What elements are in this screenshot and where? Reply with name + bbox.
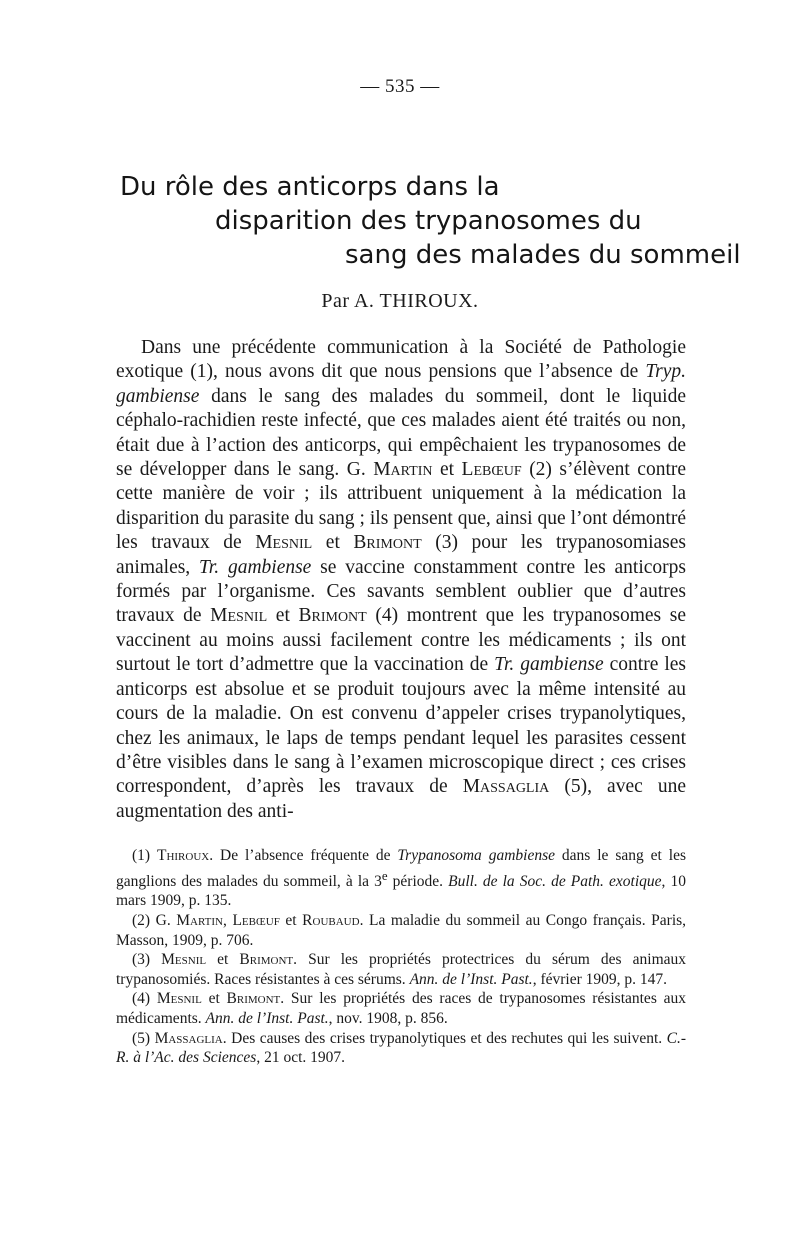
journal-name: Ann. de l’Inst. Past. xyxy=(409,970,533,988)
author-name: G. Martin xyxy=(155,911,224,929)
text-run: , nov. 1908, p. 856. xyxy=(328,1009,448,1027)
text-run: période. xyxy=(387,872,449,890)
footnote-marker: (1) xyxy=(132,847,157,864)
author-name: Martin xyxy=(373,459,433,481)
footnote-5 xyxy=(116,1029,686,1068)
page-number: — 535 — xyxy=(360,76,440,97)
text-run: . Sur les propriétés des races de trypanosomes résistantes aux médicaments. xyxy=(116,990,686,1027)
text-run: et xyxy=(279,911,303,929)
author-name: Lebœuf xyxy=(232,911,280,929)
author-name: Massaglia xyxy=(462,776,550,798)
footnote-marker: (5) xyxy=(132,1029,155,1047)
author-name: Lebœuf xyxy=(461,459,522,481)
text-run: et xyxy=(267,605,299,627)
body-paragraph xyxy=(116,336,686,824)
species-name: Trypanosoma gambiense xyxy=(397,847,556,864)
text-run: et xyxy=(201,990,227,1008)
author-name: Mesnil xyxy=(156,990,202,1008)
text-run: . La maladie du sommeil au Congo français. Paris, Masson, 1909, p. 706. xyxy=(116,911,687,949)
text-run: . Des causes des crises trypanolytiques et des rechutes qui les suivent. xyxy=(222,1029,667,1047)
species-name: Tryp. gambiense xyxy=(116,361,686,407)
text-run: contre les anticorps est absolue et se produit toujours avec la même intensité au cours de la maladie. On est convenu d’appeler crises trypanolytiques, chez les animaux, le laps de temps pendant lequel les parasites cessent d’être visibles dans le sang à l’examen microscopique direct ; ces crises correspondent, d’après les travaux de xyxy=(116,654,686,798)
article-title-line-1: Du rôle des anticorps dans la xyxy=(120,172,500,202)
author-name: Brimont xyxy=(353,532,422,554)
footnote-marker: (3) xyxy=(132,951,162,969)
article-title-line-2: disparition des trypanosomes du xyxy=(215,206,642,236)
species-name: Tr. gambiense xyxy=(199,556,312,578)
footnote-4 xyxy=(116,989,686,1028)
footnote-marker: (4) xyxy=(132,990,157,1008)
text-run: , 10 mars 1909, p. 135. xyxy=(116,872,686,910)
text-run: . De l’absence fréquente de xyxy=(209,847,398,864)
text-run: , 21 oct. 1907. xyxy=(256,1049,345,1067)
species-name: Tr. gambiense xyxy=(494,654,604,676)
author-name: Roubaud xyxy=(302,911,360,929)
text-run: et xyxy=(206,951,240,969)
footnote-2 xyxy=(116,911,686,950)
text-run: , février 1909, p. 147. xyxy=(532,970,667,988)
journal-name: Ann. de l’Inst. Past. xyxy=(205,1009,329,1027)
text-run: (3) pour les trypanosomiases animales, xyxy=(116,532,686,578)
text-run: dans le sang des malades du sommeil, dont le liquide céphalo-rachidien reste infecté, que ces malades aient été traités ou non, était due à l’action des anticorps, qui empêchaient les trypanosomes de se développer dans le sang. G. xyxy=(116,385,686,481)
text-run: se vaccine constamment contre les anticorps formés par l’organisme. Ces savants semblent oublier que d’autres travaux de xyxy=(116,556,686,627)
text-run: (5), avec une augmentation des anti- xyxy=(116,776,686,822)
text-run: dans le sang et les ganglions des malades du sommeil, à la 3 xyxy=(116,847,686,890)
footnotes xyxy=(116,846,686,1068)
body-text xyxy=(116,336,686,824)
article-title-line-3: sang des malades du sommeil xyxy=(345,240,741,270)
text-run: . Sur les propriétés protectrices du sérum des animaux trypanosomiés. Races résistantes à ces sérums. xyxy=(116,951,686,988)
journal-name: C.-R. à l’Ac. des Sciences xyxy=(116,1029,687,1067)
footnote-3 xyxy=(116,950,686,989)
author-name: Mesnil xyxy=(161,951,207,969)
author-name: Massaglia xyxy=(154,1029,223,1047)
footnote-marker: (2) xyxy=(132,911,156,929)
text-run: , xyxy=(223,911,233,929)
author-name: Brimont xyxy=(239,951,294,969)
author-name: Mesnil xyxy=(210,605,268,627)
text-run: (4) montrent que les trypanosomes se vaccinent au moins aussi facilement contre les médicaments ; ils ont surtout le tort d’admettre que la vaccination de xyxy=(116,605,686,676)
text-run: et xyxy=(432,459,462,481)
author-name: Brimont xyxy=(298,605,367,627)
author-name: Brimont xyxy=(226,990,281,1008)
journal-name: Bull. de la Soc. de Path. exotique xyxy=(448,872,662,890)
text-run: (2) s’élèvent contre cette manière de voir ; ils attribuent uniquement à la médication la disparition du parasite du sang ; ils pensent que, ainsi que l’ont démontré les travaux de xyxy=(116,459,687,554)
author-name: Thiroux xyxy=(156,847,210,864)
superscript: e xyxy=(381,867,388,883)
author-name: Mesnil xyxy=(255,532,313,554)
text-run: Dans une précédente communication à la Société de Pathologie exotique (1), nous avons dit que nous pensions que l’absence de xyxy=(116,337,686,383)
footnote-1 xyxy=(116,846,686,911)
author-line: Par A. THIROUX. xyxy=(321,290,479,312)
text-run: et xyxy=(312,532,354,554)
